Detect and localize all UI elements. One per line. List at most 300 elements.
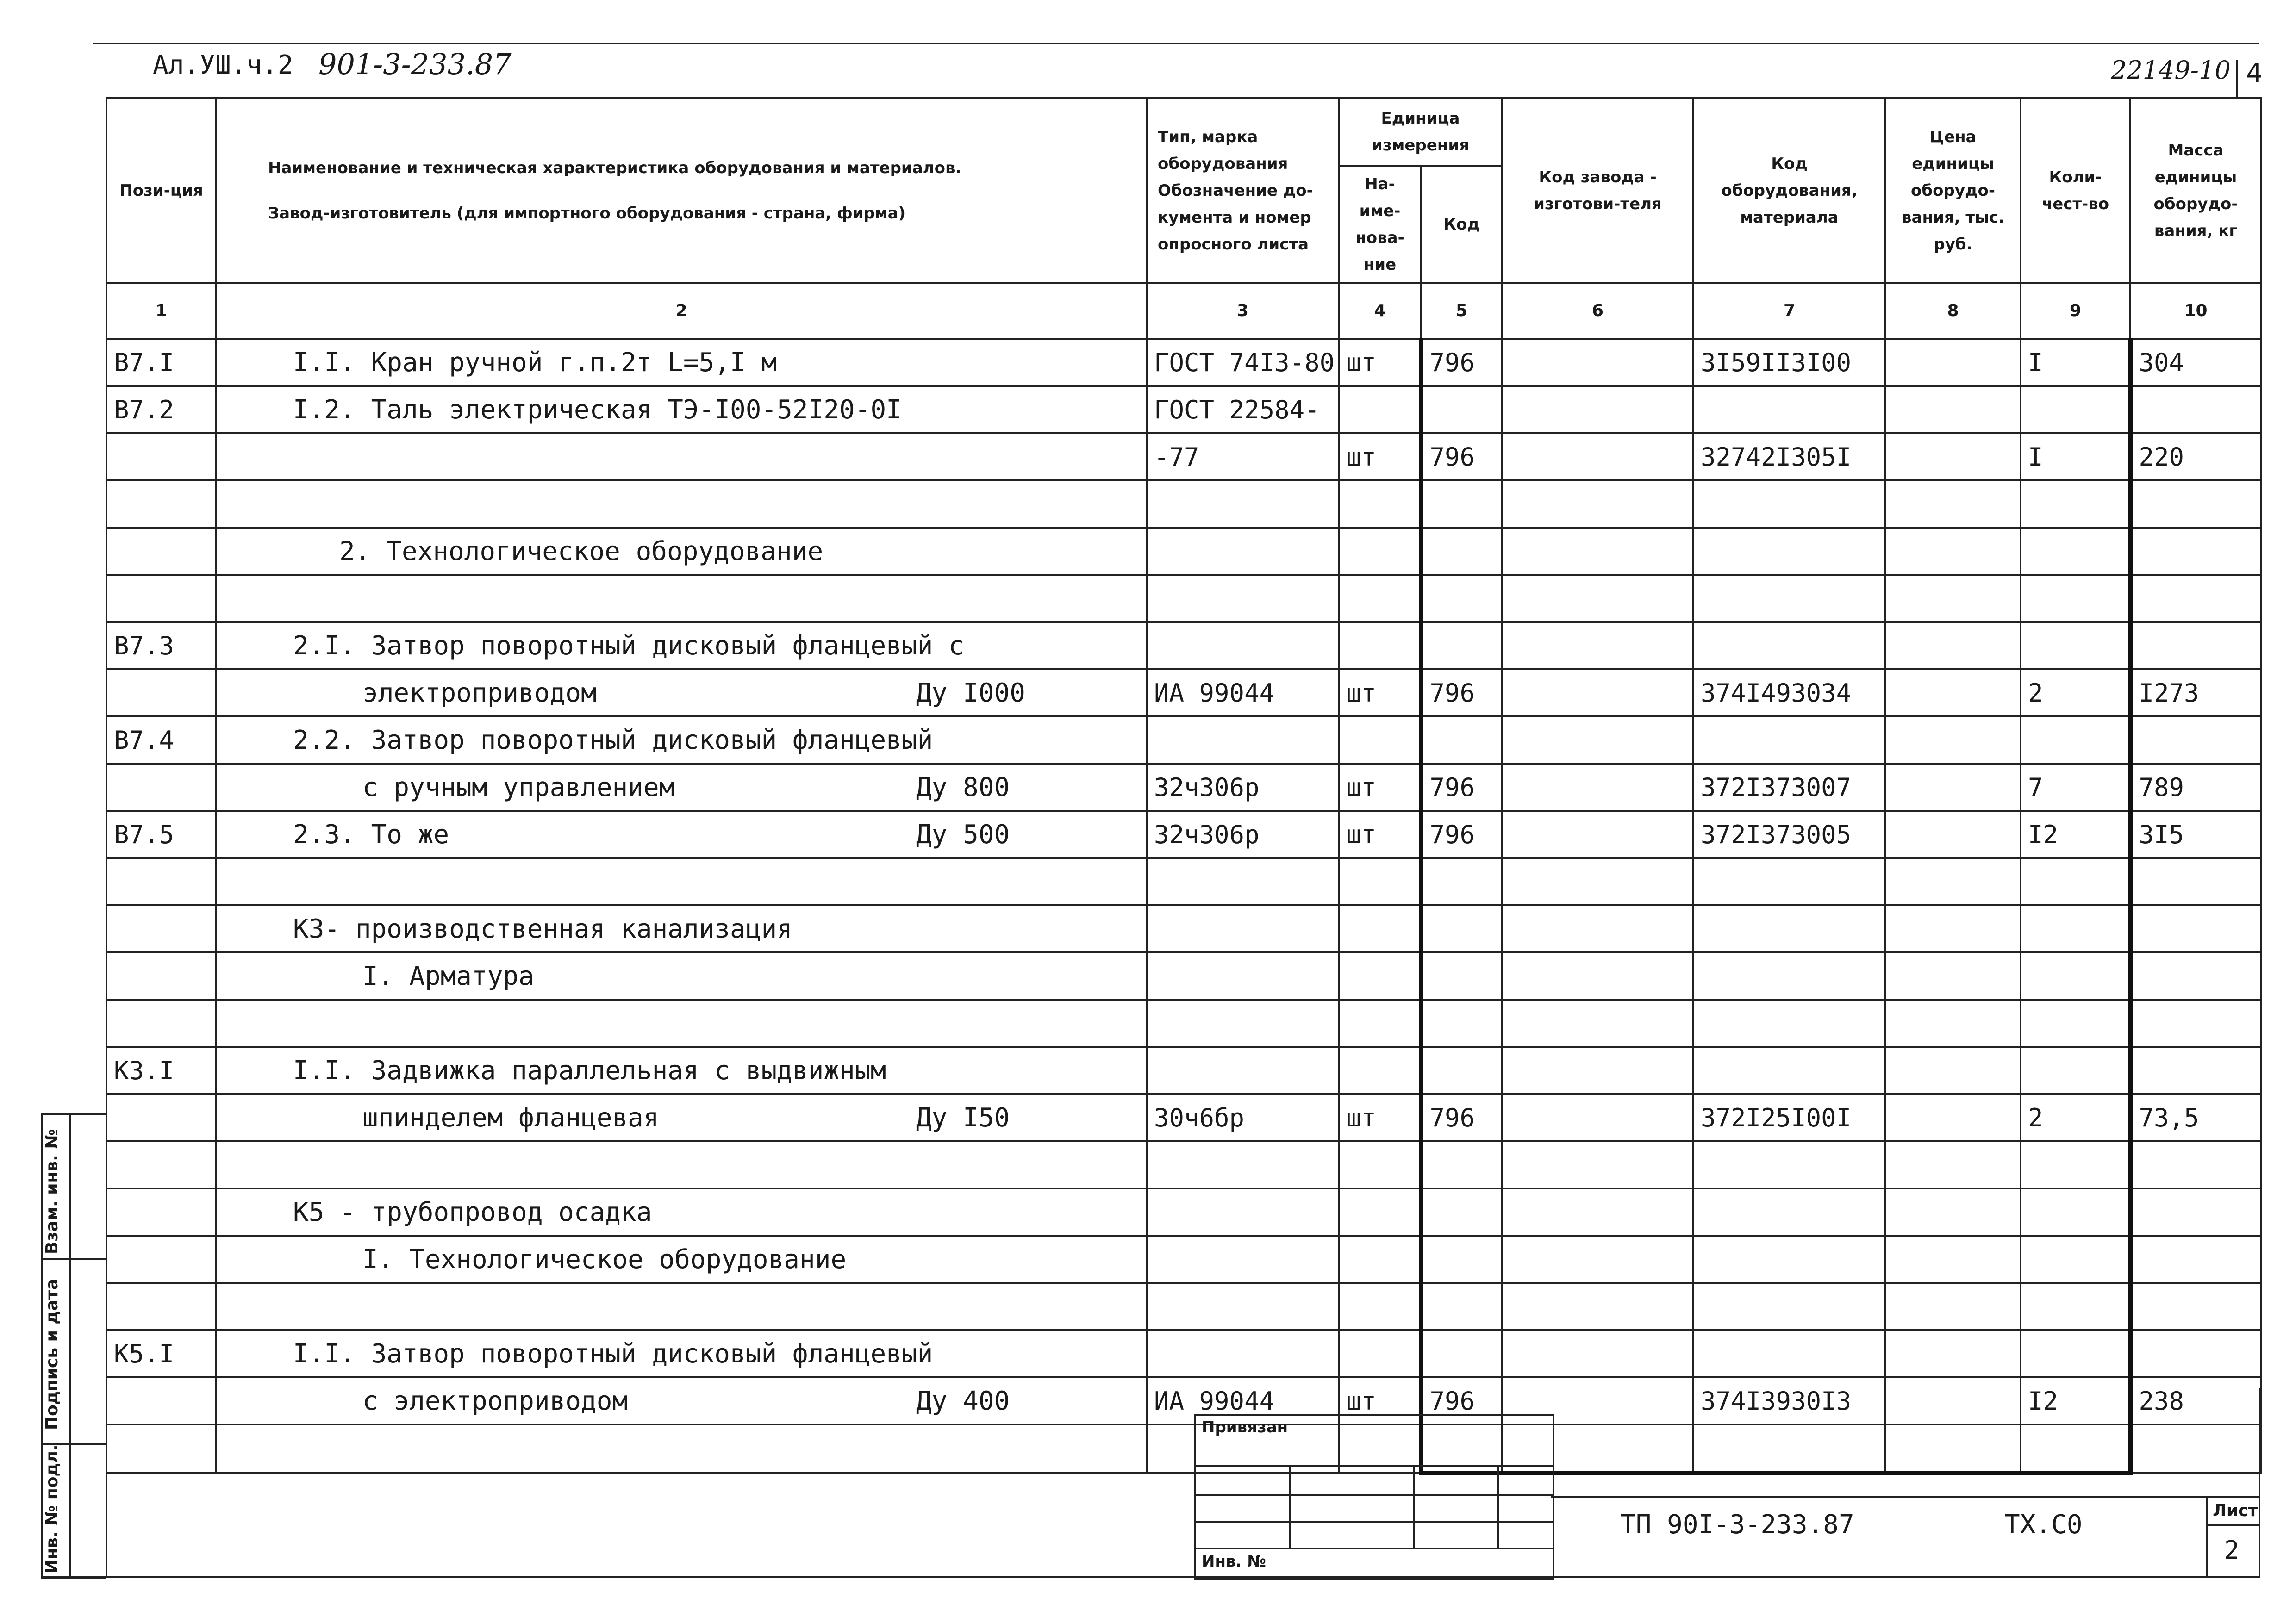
cell-mass xyxy=(2130,528,2261,575)
table-row xyxy=(106,339,2261,386)
cell-unit-code xyxy=(1421,1047,1502,1094)
header-type-line2: Обозначение до-кумента и номер опросного листа xyxy=(1158,181,1313,254)
cell-price xyxy=(1885,1047,2021,1094)
cell-equipment-code xyxy=(1693,905,1885,952)
sheet-label: Лист xyxy=(2213,1501,2258,1520)
header-position: Пози-ция xyxy=(106,98,216,283)
cell-quantity: I2 xyxy=(2021,811,2130,858)
sheet-box-left xyxy=(2206,1496,2208,1577)
cell-equipment-code xyxy=(1693,1236,1885,1283)
col-number-2: 2 xyxy=(216,283,1147,339)
cell-equipment-code: 372I373005 xyxy=(1693,811,1885,858)
item-name: 2. Технологическое оборудование xyxy=(339,536,824,566)
item-name: К3- производственная канализация xyxy=(293,914,792,944)
table-row xyxy=(106,433,2261,480)
header-price: Цена единицы оборудо-вания, тыс. руб. xyxy=(1885,98,2021,283)
cell-unit-name: шт xyxy=(1339,1094,1421,1141)
cell-price xyxy=(1885,339,2021,386)
cell-equipment-code: 32742I305I xyxy=(1693,433,1885,480)
cell-type: ИА 99044 xyxy=(1147,1377,1339,1424)
cell-price xyxy=(1885,952,2021,1000)
cell-unit-name xyxy=(1339,1000,1421,1047)
cell-quantity: I xyxy=(2021,433,2130,480)
cell-equipment-code xyxy=(1693,1141,1885,1188)
side-stamp-sep-1 xyxy=(41,1258,106,1260)
cell-name xyxy=(216,858,1147,905)
cell-mass xyxy=(2130,1047,2261,1094)
table-row xyxy=(106,1236,2261,1283)
header-type xyxy=(1147,98,1339,283)
header-name-line1: Наименование и техническая характеристика оборудования и материалов. xyxy=(268,159,961,177)
cell-type: 32ч306р xyxy=(1147,811,1339,858)
cell-quantity: 2 xyxy=(2021,1094,2130,1141)
cell-price xyxy=(1885,1000,2021,1047)
cell-type xyxy=(1147,1000,1339,1047)
cell-unit-name: шт xyxy=(1339,811,1421,858)
cell-quantity xyxy=(2021,480,2130,528)
table-row xyxy=(106,1424,2261,1473)
cell-unit-name xyxy=(1339,1236,1421,1283)
cell-name xyxy=(216,905,1147,952)
cell-position: В7.4 xyxy=(106,716,216,764)
cell-type: -77 xyxy=(1147,433,1339,480)
cell-factory-code xyxy=(1502,528,1693,575)
cell-unit-name xyxy=(1339,528,1421,575)
cell-name xyxy=(216,622,1147,669)
cell-type xyxy=(1147,1283,1339,1330)
cell-quantity: 2 xyxy=(2021,669,2130,716)
cell-quantity: I xyxy=(2021,339,2130,386)
cell-position: К5.I xyxy=(106,1330,216,1377)
cell-price xyxy=(1885,1283,2021,1330)
cell-quantity: 7 xyxy=(2021,764,2130,811)
cell-factory-code xyxy=(1502,858,1693,905)
nominal-diameter: Ду I50 xyxy=(916,1102,1010,1133)
table-row xyxy=(106,811,2261,858)
cell-position xyxy=(106,480,216,528)
cell-price xyxy=(1885,480,2021,528)
privyazan-col-2 xyxy=(1413,1465,1415,1549)
cell-unit-code: 796 xyxy=(1421,339,1502,386)
cell-position: К3.I xyxy=(106,1047,216,1094)
cell-unit-name xyxy=(1339,905,1421,952)
cell-quantity xyxy=(2021,1000,2130,1047)
item-name: I.I. Кран ручной г.п.2т L=5,I м xyxy=(293,347,777,378)
cell-name xyxy=(216,1094,1147,1141)
cell-price xyxy=(1885,858,2021,905)
cell-price xyxy=(1885,1236,2021,1283)
cell-type: ГОСТ 22584- xyxy=(1147,386,1339,433)
cell-name xyxy=(216,433,1147,480)
cell-mass xyxy=(2130,1000,2261,1047)
cell-factory-code xyxy=(1502,433,1693,480)
cell-mass xyxy=(2130,1188,2261,1236)
cell-name xyxy=(216,952,1147,1000)
cell-factory-code xyxy=(1502,811,1693,858)
cell-type: ГОСТ 74I3-80 xyxy=(1147,339,1339,386)
cell-name xyxy=(216,1000,1147,1047)
item-name: I.2. Таль электрическая ТЭ-I00-52I20-0I xyxy=(293,394,902,425)
header-quantity: Коли-чест-во xyxy=(2021,98,2130,283)
cell-unit-name xyxy=(1339,858,1421,905)
item-name: 2.2. Затвор поворотный дисковый фланцевый xyxy=(293,725,933,755)
privyazan-col-3 xyxy=(1497,1465,1499,1549)
item-name: с ручным управлением xyxy=(362,772,675,802)
cell-name xyxy=(216,1236,1147,1283)
cell-unit-code xyxy=(1421,1188,1502,1236)
cell-factory-code xyxy=(1502,622,1693,669)
cell-equipment-code xyxy=(1693,480,1885,528)
cell-type xyxy=(1147,716,1339,764)
cell-mass: 220 xyxy=(2130,433,2261,480)
header-unit-group: Единица измерения xyxy=(1339,98,1502,166)
table-row xyxy=(106,480,2261,528)
table-row xyxy=(106,764,2261,811)
cell-unit-code xyxy=(1421,1236,1502,1283)
item-name: I. Технологическое оборудование xyxy=(362,1244,847,1275)
cell-quantity xyxy=(2021,858,2130,905)
table-row xyxy=(106,1283,2261,1330)
cell-unit-name xyxy=(1339,386,1421,433)
item-name xyxy=(224,867,293,897)
cell-mass xyxy=(2130,1424,2261,1473)
header-equipment-code: Код оборудования, материала xyxy=(1693,98,1885,283)
nominal-diameter: Ду 800 xyxy=(916,772,1010,802)
cell-unit-name xyxy=(1339,716,1421,764)
cell-name xyxy=(216,764,1147,811)
cell-unit-code xyxy=(1421,905,1502,952)
nominal-diameter: Ду 500 xyxy=(916,819,1010,850)
item-name: с электроприводом xyxy=(362,1386,628,1416)
table-row xyxy=(106,1330,2261,1377)
cell-position: В7.5 xyxy=(106,811,216,858)
cell-position xyxy=(106,1283,216,1330)
cell-quantity xyxy=(2021,952,2130,1000)
cell-unit-name xyxy=(1339,1188,1421,1236)
cell-mass xyxy=(2130,716,2261,764)
table-row xyxy=(106,622,2261,669)
table-row xyxy=(106,1377,2261,1424)
cell-equipment-code xyxy=(1693,952,1885,1000)
col-number-3: 3 xyxy=(1147,283,1339,339)
cell-price xyxy=(1885,433,2021,480)
header-factory-code: Код завода - изготови-теля xyxy=(1502,98,1693,283)
cell-type xyxy=(1147,905,1339,952)
cell-factory-code xyxy=(1502,386,1693,433)
cell-type: ИА 99044 xyxy=(1147,669,1339,716)
cell-unit-code: 796 xyxy=(1421,764,1502,811)
cell-unit-code xyxy=(1421,952,1502,1000)
table-row xyxy=(106,1188,2261,1236)
cell-unit-name: шт xyxy=(1339,339,1421,386)
cell-equipment-code: 374I493034 xyxy=(1693,669,1885,716)
item-name xyxy=(224,1008,293,1038)
cell-unit-name: шт xyxy=(1339,433,1421,480)
item-name: 2.I. Затвор поворотный дисковый фланцевый с xyxy=(293,630,964,661)
cell-mass xyxy=(2130,858,2261,905)
cell-price xyxy=(1885,1424,2021,1473)
cell-price xyxy=(1885,764,2021,811)
top-rule xyxy=(93,43,2259,44)
cell-unit-name: шт xyxy=(1339,1377,1421,1424)
item-name: К5 - трубопровод осадка xyxy=(293,1197,652,1227)
cell-quantity xyxy=(2021,622,2130,669)
col-number-4: 4 xyxy=(1339,283,1421,339)
cell-name xyxy=(216,1141,1147,1188)
cell-name xyxy=(216,386,1147,433)
cell-equipment-code xyxy=(1693,1330,1885,1377)
item-name xyxy=(224,1292,293,1322)
cell-equipment-code xyxy=(1693,1424,1885,1473)
cell-position xyxy=(106,1377,216,1424)
cell-unit-code xyxy=(1421,575,1502,622)
cell-name xyxy=(216,811,1147,858)
cell-name xyxy=(216,1283,1147,1330)
cell-factory-code xyxy=(1502,1000,1693,1047)
cell-factory-code xyxy=(1502,1141,1693,1188)
col-number-1: 1 xyxy=(106,283,216,339)
cell-quantity xyxy=(2021,528,2130,575)
cell-unit-code xyxy=(1421,1330,1502,1377)
cell-factory-code xyxy=(1502,1188,1693,1236)
cell-equipment-code xyxy=(1693,1047,1885,1094)
cell-mass xyxy=(2130,1236,2261,1283)
cell-equipment-code xyxy=(1693,386,1885,433)
cell-name xyxy=(216,1188,1147,1236)
cell-factory-code xyxy=(1502,905,1693,952)
item-name: шпинделем фланцевая xyxy=(362,1102,659,1133)
cell-unit-code xyxy=(1421,480,1502,528)
cell-mass xyxy=(2130,905,2261,952)
cell-unit-name xyxy=(1339,1330,1421,1377)
project-number-handwritten: 901-3-233.87 xyxy=(318,47,512,81)
header-unit-name: На-име-нова-ние xyxy=(1339,166,1421,283)
cell-position xyxy=(106,905,216,952)
side-stamp-podpis: Подпись и дата xyxy=(43,1279,62,1430)
col-number-5: 5 xyxy=(1421,283,1502,339)
table-row xyxy=(106,1094,2261,1141)
cell-factory-code xyxy=(1502,1330,1693,1377)
cell-unit-name xyxy=(1339,480,1421,528)
cell-mass: 3I5 xyxy=(2130,811,2261,858)
cell-name xyxy=(216,716,1147,764)
cell-equipment-code: 372I373007 xyxy=(1693,764,1885,811)
cell-unit-code: 796 xyxy=(1421,669,1502,716)
frame-left xyxy=(106,1388,107,1578)
cell-name xyxy=(216,669,1147,716)
side-stamp-vzam: Взам. инв. № xyxy=(43,1129,62,1254)
cell-factory-code xyxy=(1502,952,1693,1000)
document-mark: ТХ.С0 xyxy=(2004,1510,2083,1540)
page-number-divider xyxy=(2236,60,2238,97)
cell-type xyxy=(1147,1047,1339,1094)
cell-mass: 73,5 xyxy=(2130,1094,2261,1141)
cell-mass xyxy=(2130,386,2261,433)
frame-right xyxy=(2259,1388,2260,1578)
cell-factory-code xyxy=(1502,1283,1693,1330)
cell-factory-code xyxy=(1502,1047,1693,1094)
col-number-9: 9 xyxy=(2021,283,2130,339)
title-block-top xyxy=(1551,1496,2260,1498)
cell-position xyxy=(106,764,216,811)
cell-factory-code xyxy=(1502,339,1693,386)
cell-position: В7.I xyxy=(106,339,216,386)
cell-unit-code: 796 xyxy=(1421,1377,1502,1424)
cell-mass xyxy=(2130,1141,2261,1188)
table-row xyxy=(106,575,2261,622)
table-row xyxy=(106,858,2261,905)
equipment-spec-table xyxy=(106,97,2262,1475)
cell-type xyxy=(1147,1236,1339,1283)
cell-mass xyxy=(2130,952,2261,1000)
cell-unit-code: 796 xyxy=(1421,433,1502,480)
cell-position xyxy=(106,433,216,480)
cell-factory-code xyxy=(1502,1094,1693,1141)
table-row xyxy=(106,386,2261,433)
cell-equipment-code xyxy=(1693,622,1885,669)
cell-quantity xyxy=(2021,386,2130,433)
cell-position xyxy=(106,1236,216,1283)
cell-type xyxy=(1147,1330,1339,1377)
privyazan-col-1 xyxy=(1289,1465,1291,1549)
cell-unit-code xyxy=(1421,386,1502,433)
header-name xyxy=(216,98,1147,283)
cell-unit-name xyxy=(1339,622,1421,669)
cell-quantity: I2 xyxy=(2021,1377,2130,1424)
cell-type xyxy=(1147,528,1339,575)
privyazan-label: Привязан xyxy=(1202,1418,1288,1436)
table-row xyxy=(106,952,2261,1000)
cell-name xyxy=(216,1330,1147,1377)
cell-equipment-code: 374I3930I3 xyxy=(1693,1377,1885,1424)
cell-price xyxy=(1885,1377,2021,1424)
cell-quantity xyxy=(2021,905,2130,952)
cell-unit-name: шт xyxy=(1339,669,1421,716)
cell-factory-code xyxy=(1502,480,1693,528)
sheet-box-sep xyxy=(2206,1524,2260,1526)
cell-unit-code xyxy=(1421,528,1502,575)
item-name: I.I. Затвор поворотный дисковый фланцевый xyxy=(293,1338,933,1369)
cell-equipment-code xyxy=(1693,716,1885,764)
header-type-line1: Тип, марка оборудования xyxy=(1158,128,1288,173)
header-name-line2: Завод-изготовитель (для импортного оборудования - страна, фирма) xyxy=(268,204,906,223)
cell-type xyxy=(1147,1141,1339,1188)
cell-quantity xyxy=(2021,1330,2130,1377)
cell-factory-code xyxy=(1502,669,1693,716)
cell-name xyxy=(216,339,1147,386)
header-unit-code: Код xyxy=(1421,166,1502,283)
cell-mass: I273 xyxy=(2130,669,2261,716)
col-number-7: 7 xyxy=(1693,283,1885,339)
album-label: Ал.УШ.ч.2 xyxy=(153,50,293,80)
cell-unit-code: 796 xyxy=(1421,811,1502,858)
cell-unit-code xyxy=(1421,716,1502,764)
cell-quantity xyxy=(2021,1188,2130,1236)
item-name xyxy=(224,489,293,519)
cell-type xyxy=(1147,622,1339,669)
cell-equipment-code xyxy=(1693,1000,1885,1047)
col-number-8: 8 xyxy=(1885,283,2021,339)
cell-equipment-code xyxy=(1693,575,1885,622)
cell-position xyxy=(106,1188,216,1236)
cell-unit-name: шт xyxy=(1339,764,1421,811)
cell-price xyxy=(1885,1141,2021,1188)
cell-mass xyxy=(2130,1330,2261,1377)
table-row xyxy=(106,1000,2261,1047)
cell-position xyxy=(106,1424,216,1473)
cell-price xyxy=(1885,1188,2021,1236)
cell-quantity xyxy=(2021,1424,2130,1473)
cell-name xyxy=(216,1047,1147,1094)
cell-quantity xyxy=(2021,1236,2130,1283)
cell-factory-code xyxy=(1502,1236,1693,1283)
cell-price xyxy=(1885,905,2021,952)
cell-name xyxy=(216,1424,1147,1473)
cell-mass: 238 xyxy=(2130,1377,2261,1424)
cell-price xyxy=(1885,669,2021,716)
item-name xyxy=(224,1150,293,1180)
cell-price xyxy=(1885,622,2021,669)
cell-unit-code xyxy=(1421,1000,1502,1047)
cell-type: 32ч306р xyxy=(1147,764,1339,811)
cell-factory-code xyxy=(1502,764,1693,811)
table-row xyxy=(106,1141,2261,1188)
cell-name xyxy=(216,480,1147,528)
item-name xyxy=(224,1434,293,1464)
cell-unit-code xyxy=(1421,1283,1502,1330)
cell-name xyxy=(216,1377,1147,1424)
cell-unit-code xyxy=(1421,858,1502,905)
registration-number: 22149-10 xyxy=(2111,56,2231,85)
cell-unit-code xyxy=(1421,622,1502,669)
cell-quantity xyxy=(2021,575,2130,622)
cell-equipment-code xyxy=(1693,1188,1885,1236)
cell-unit-name xyxy=(1339,575,1421,622)
cell-type xyxy=(1147,575,1339,622)
side-stamp-divider xyxy=(69,1113,71,1578)
cell-price xyxy=(1885,716,2021,764)
cell-factory-code xyxy=(1502,716,1693,764)
cell-position: В7.2 xyxy=(106,386,216,433)
cell-quantity xyxy=(2021,1283,2130,1330)
cell-position: В7.3 xyxy=(106,622,216,669)
cell-mass xyxy=(2130,1283,2261,1330)
cell-name xyxy=(216,575,1147,622)
cell-unit-code: 796 xyxy=(1421,1094,1502,1141)
nominal-diameter: Ду I000 xyxy=(916,678,1026,708)
cell-position xyxy=(106,528,216,575)
item-name: 2.3. То же xyxy=(293,819,449,850)
cell-equipment-code xyxy=(1693,858,1885,905)
item-name: электроприводом xyxy=(362,678,597,708)
document-code: ТП 90I-3-233.87 xyxy=(1620,1510,1854,1540)
cell-price xyxy=(1885,1330,2021,1377)
table-row xyxy=(106,716,2261,764)
cell-name xyxy=(216,528,1147,575)
item-name: I.I. Задвижка параллельная с выдвижным xyxy=(293,1055,886,1086)
cell-mass xyxy=(2130,622,2261,669)
cell-position xyxy=(106,952,216,1000)
cell-unit-code xyxy=(1421,1141,1502,1188)
cell-unit-name xyxy=(1339,1047,1421,1094)
table-row xyxy=(106,528,2261,575)
col-number-6: 6 xyxy=(1502,283,1693,339)
cell-position xyxy=(106,575,216,622)
cell-mass xyxy=(2130,575,2261,622)
cell-type xyxy=(1147,858,1339,905)
cell-price xyxy=(1885,386,2021,433)
cell-mass: 789 xyxy=(2130,764,2261,811)
